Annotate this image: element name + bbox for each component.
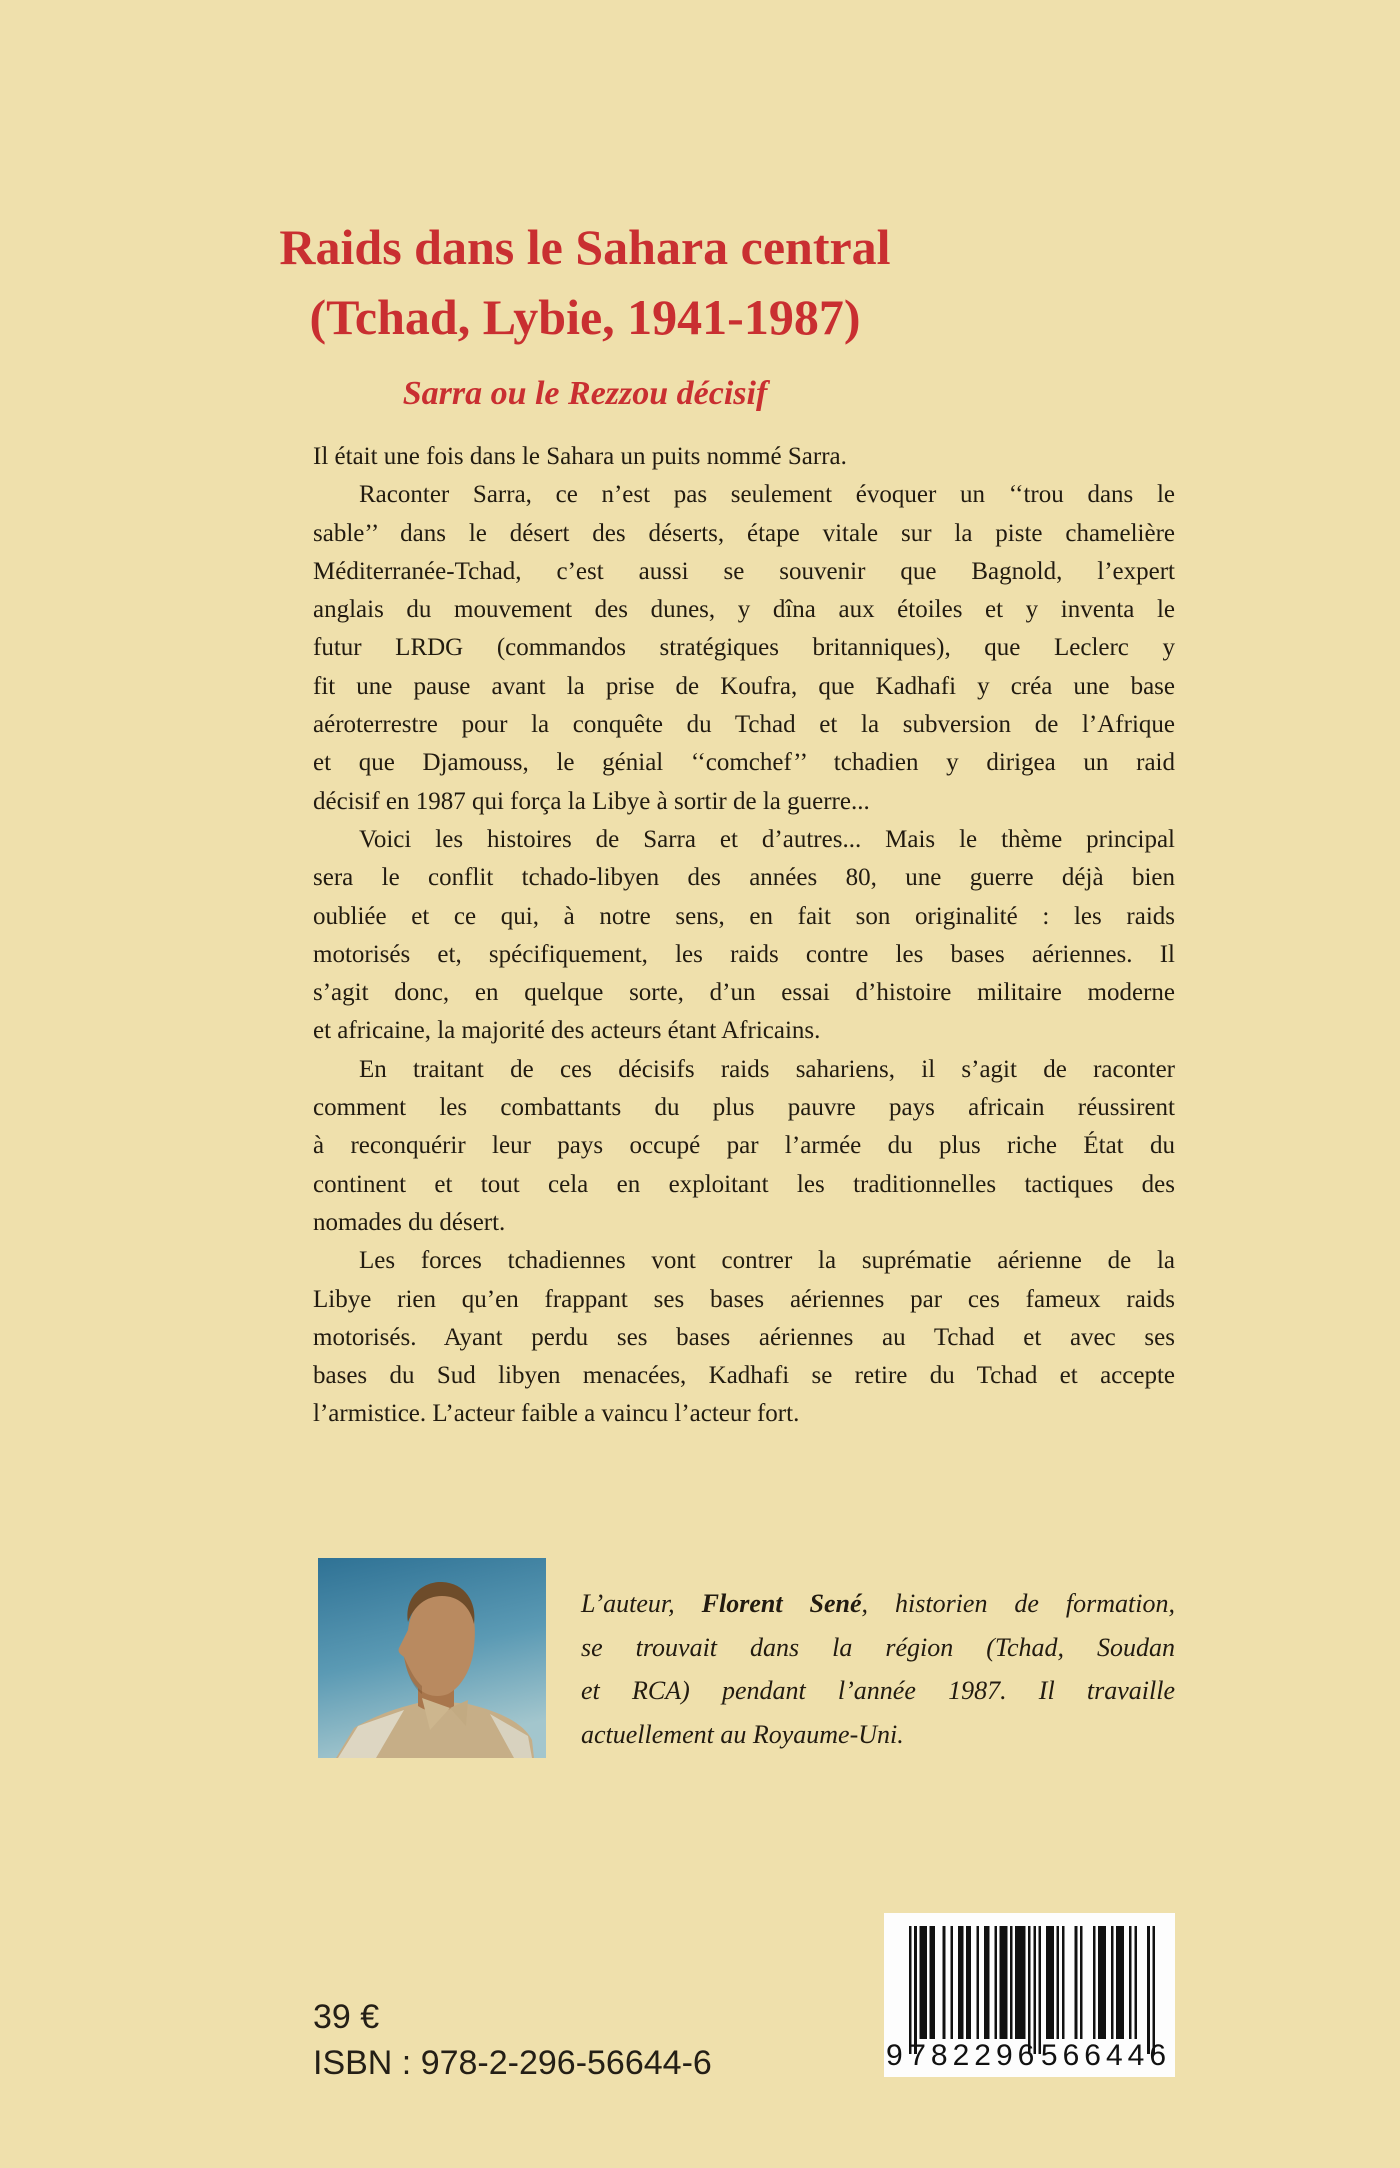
subtitle: Sarra ou le Rezzou décisif bbox=[402, 375, 768, 412]
body-line: motorisés et, spécifiquement, les raids contre les bases aériennes. Il bbox=[313, 940, 1175, 968]
body-line: En traitant de ces décisifs raids sahariens, il s’agit de raconter bbox=[359, 1055, 1175, 1083]
bio-line: actuellement au Royaume-Uni. bbox=[581, 1719, 904, 1749]
body-line: Il était une fois dans le Sahara un puits nommé Sarra. bbox=[313, 443, 847, 470]
price-label: 39 € bbox=[313, 1998, 380, 2036]
body-text bbox=[313, 438, 1175, 1434]
body-line: Voici les histoires de Sarra et d’autres... Mais le thème principal bbox=[359, 825, 1175, 853]
body-line: aéroterrestre pour la conquête du Tchad et la subversion de l’Afrique bbox=[313, 711, 1175, 739]
barcode bbox=[884, 1913, 1175, 2077]
body-line: sera le conflit tchado-libyen des années 80, une guerre déjà bien bbox=[313, 864, 1175, 892]
body-line: décisif en 1987 qui força la Libye à sortir de la guerre... bbox=[313, 787, 870, 815]
body-line: anglais du mouvement des dunes, y dîna aux étoiles et y inventa le bbox=[313, 596, 1175, 624]
bio-line: se trouvait dans la région (Tchad, Soudan bbox=[581, 1632, 1175, 1662]
body-line: futur LRDG (commandos stratégiques britanniques), que Leclerc y bbox=[313, 634, 1175, 662]
body-line: s’agit donc, en quelque sorte, d’un essai d’histoire militaire moderne bbox=[313, 979, 1175, 1007]
body-line: Raconter Sarra, ce n’est pas seulement évoquer un ‘‘trou dans le bbox=[359, 481, 1175, 509]
bio-prefix: L’auteur, bbox=[581, 1589, 702, 1618]
title-block bbox=[0, 212, 1170, 414]
body-line: nomades du désert. bbox=[313, 1208, 506, 1236]
body-line: et africaine, la majorité des acteurs étant Africains. bbox=[313, 1017, 821, 1045]
body-line: continent et tout cela en exploitant les traditionnelles tactiques des bbox=[313, 1170, 1175, 1198]
bio-line bbox=[581, 1582, 1175, 1626]
body-line: bases du Sud libyen menacées, Kadhafi se retire du Tchad et accepte bbox=[313, 1362, 1175, 1390]
author-portrait-illustration bbox=[318, 1558, 546, 1758]
barcode-left-digits: 782296 bbox=[909, 2039, 1040, 2072]
body-line: l’armistice. L’acteur faible a vaincu l’acteur fort. bbox=[313, 1400, 800, 1428]
author-bio bbox=[581, 1582, 1175, 1756]
body-line: Méditerranée-Tchad, c’est aussi se souvenir que Bagnold, l’expert bbox=[313, 557, 1175, 585]
barcode-bars bbox=[909, 1926, 1155, 2054]
title-line1: Raids dans le Sahara central bbox=[279, 219, 891, 275]
bio-line: et RCA) pendant l’année 1987. Il travaille bbox=[581, 1676, 1175, 1705]
body-line: Les forces tchadiennes vont contrer la suprématie aérienne de la bbox=[359, 1247, 1175, 1275]
title-line2: (Tchad, Lybie, 1941-1987) bbox=[309, 289, 861, 345]
barcode-digits bbox=[886, 2039, 1171, 2073]
barcode-first-digit: 9 bbox=[886, 2039, 908, 2072]
body-line: oubliée et ce qui, à notre sens, en fait son originalité : les raids bbox=[313, 902, 1175, 930]
body-line: fit une pause avant la prise de Koufra, que Kadhafi y créa une base bbox=[313, 672, 1175, 700]
author-name: Florent Sené bbox=[701, 1589, 862, 1618]
body-line: à reconquérir leur pays occupé par l’armée du plus riche État du bbox=[313, 1132, 1175, 1160]
body-line: Libye rien qu’en frappant ses bases aériennes par ces fameux raids bbox=[313, 1285, 1175, 1313]
body-line: motorisés. Ayant perdu ses bases aériennes au Tchad et avec ses bbox=[313, 1323, 1175, 1351]
bio-line1-rest: , historien de formation, bbox=[861, 1589, 1175, 1618]
body-line: comment les combattants du plus pauvre pays africain réussirent bbox=[313, 1094, 1175, 1122]
isbn-label: ISBN : 978-2-296-56644-6 bbox=[313, 2044, 712, 2082]
author-photo bbox=[318, 1558, 546, 1758]
body-line: sable’’ dans le désert des déserts, étape vitale sur la piste chamelière bbox=[313, 519, 1175, 547]
barcode-right-digits: 566446 bbox=[1040, 2039, 1171, 2072]
body-line: et que Djamouss, le génial ‘‘comchef’’ tchadien y dirigea un raid bbox=[313, 749, 1175, 777]
